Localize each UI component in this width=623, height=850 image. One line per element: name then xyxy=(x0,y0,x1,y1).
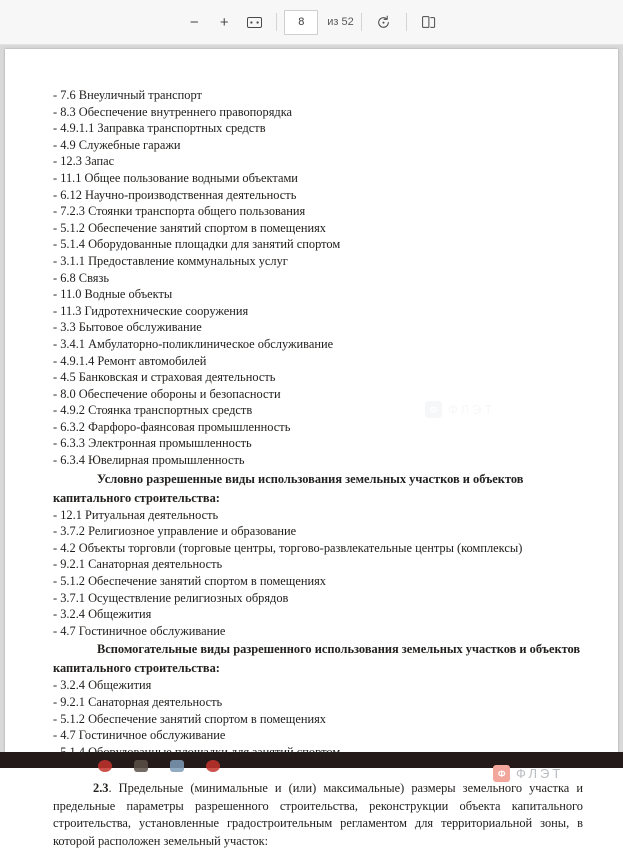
list-item: - 5.1.4 Оборудованные площадки для занятий спортом xyxy=(53,744,341,759)
rotate-button[interactable] xyxy=(369,8,399,36)
list-item: - 3.4.1 Амбулаторно-поликлиническое обслуживание xyxy=(53,336,334,351)
fit-page-button[interactable] xyxy=(239,8,269,36)
list-item: - 5.1.2 Обеспечение занятий спортом в помещениях xyxy=(53,711,326,726)
page-text-content xyxy=(5,49,618,850)
rotate-clockwise-icon xyxy=(376,15,391,30)
list-item: - 12.3 Запас xyxy=(53,154,115,169)
watermark-logo-icon: Ф xyxy=(425,401,442,418)
list-item: - 3.2.4 Общежития xyxy=(53,607,152,622)
page-total-label: из 52 xyxy=(327,16,354,28)
list-item: - 11.3 Гидротехнические сооружения xyxy=(53,303,249,318)
list-item: - 3.2.4 Общежития xyxy=(53,678,152,693)
list-item: - 9.2.1 Санаторная деятельность xyxy=(53,557,223,572)
heading-line-2: капитального строительства: xyxy=(53,661,220,676)
watermark-text: ФЛЭТ xyxy=(516,766,564,781)
list-item: - 3.7.2 Религиозное управление и образование xyxy=(53,524,297,539)
list-item: - 9.2.1 Санаторная деятельность xyxy=(53,695,223,709)
zoom-in-button[interactable] xyxy=(209,8,239,36)
toolbar-divider-1 xyxy=(276,13,277,31)
list-item: - 4.2 Объекты торговли (торговые центры, торгово-развлекательные центры (комплексы) xyxy=(53,540,523,555)
list-item: - 6.3.3 Электронная промышленность xyxy=(53,436,252,451)
watermark-text: ФЛЭТ xyxy=(448,402,496,417)
page-layout-icon xyxy=(422,15,436,29)
page-number-input[interactable] xyxy=(284,10,318,35)
toolbar-divider-2 xyxy=(361,13,362,31)
list-item: - 4.5 Банковская и страховая деятельность xyxy=(53,370,276,385)
list-item: - 4.7 Гостиничное обслуживание xyxy=(53,623,226,638)
list-item: - 3.3 Бытовое обслуживание xyxy=(53,320,202,335)
auxiliary-uses-list xyxy=(53,677,585,760)
list-item: - 12.1 Ритуальная деятельность xyxy=(53,507,219,522)
paragraph-number: 2.3 xyxy=(93,781,109,796)
heading-line-2: капитального строительства: xyxy=(53,490,220,505)
toolbar-divider-3 xyxy=(406,13,407,31)
paragraph-body: . Предельные (минимальные и (или) максимальные) размеры земельного участка и предельные параметры разрешенного строительства, реконструкции объекта капитального строительства, установленные градостроительным регламентом для территориальной зоны, в которой расположен земельный участок: xyxy=(53,781,583,848)
heading-line-1: Вспомогательные виды разрешенного использования земельных участков и объектов xyxy=(97,642,581,657)
list-item: - 4.9.1.4 Ремонт автомобилей xyxy=(53,353,207,368)
list-item: - 11.0 Водные объекты xyxy=(53,287,173,302)
paragraph-2-3 xyxy=(53,780,585,850)
heading-line-1: Условно разрешенные виды использования земельных участков и объектов xyxy=(97,471,524,486)
list-item: - 6.3.4 Ювелирная промышленность xyxy=(53,453,245,468)
list-item: - 3.1.1 Предоставление коммунальных услуг xyxy=(53,253,288,268)
permitted-uses-list xyxy=(53,87,585,469)
list-item: - 5.1.2 Обеспечение занятий спортом в помещениях xyxy=(53,220,326,235)
page-layout-button[interactable] xyxy=(414,8,444,36)
list-item: - 8.3 Обеспечение внутреннего правопорядка xyxy=(53,104,293,119)
list-item: - 5.1.4 Оборудованные площадки для занятий спортом xyxy=(53,237,341,252)
heading-auxiliary-permitted xyxy=(53,641,585,658)
list-item: - 7.6 Внеуличный транспорт xyxy=(53,88,202,102)
list-item: - 6.3.2 Фарфоро-фаянсовая промышленность xyxy=(53,419,291,434)
list-item: - 4.9.2 Стоянка транспортных средств xyxy=(53,403,253,418)
plus-icon: + xyxy=(219,13,229,31)
list-item: - 6.8 Связь xyxy=(53,270,110,285)
list-item: - 3.7.1 Осуществление религиозных обрядов xyxy=(53,590,289,605)
zoom-out-button[interactable] xyxy=(179,8,209,36)
list-item: - 4.9.1.1 Заправка транспортных средств xyxy=(53,121,266,136)
document-scroll-area[interactable] xyxy=(0,45,623,848)
fit-page-icon xyxy=(247,17,262,28)
list-item: - 4.9 Служебные гаражи xyxy=(53,137,181,152)
pdf-viewer-toolbar xyxy=(0,0,623,45)
minus-icon: − xyxy=(189,13,199,31)
document-page xyxy=(5,49,618,848)
heading-conditionally-permitted xyxy=(53,471,585,488)
list-item: - 5.1.2 Обеспечение занятий спортом в помещениях xyxy=(53,574,326,589)
list-item: - 11.1 Общее пользование водными объектами xyxy=(53,170,298,185)
list-item: - 4.7 Гостиничное обслуживание xyxy=(53,728,226,743)
conditional-uses-list xyxy=(53,507,585,640)
list-item: - 6.12 Научно-производственная деятельность xyxy=(53,187,297,202)
list-item: - 8.0 Обеспечение обороны и безопасности xyxy=(53,386,281,401)
list-item: - 7.2.3 Стоянки транспорта общего пользования xyxy=(53,204,306,219)
watermark-logo-icon: Ф xyxy=(493,765,510,782)
